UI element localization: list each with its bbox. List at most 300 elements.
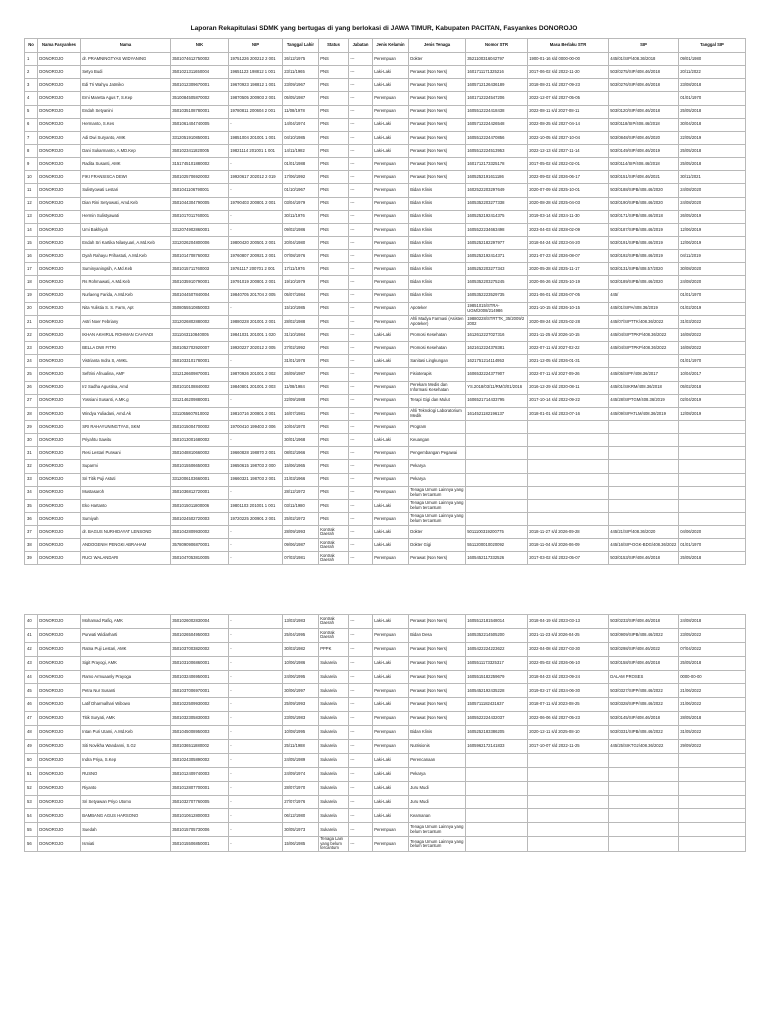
cell-no: 19	[25, 289, 38, 302]
cell-status: Kontrak Daerah	[319, 539, 349, 552]
cell-jabatan: ---	[349, 368, 373, 381]
cell-masa-berlaku-str	[528, 499, 609, 512]
cell-nomor-str: 5011100319200775	[466, 526, 528, 539]
cell-nik: 3312126609870001	[171, 368, 229, 381]
cell-jenis-kelamin: Laki-Laki	[373, 79, 409, 92]
cell-tanggal-lahir: 28/02/1988	[283, 315, 319, 328]
cell-no: 10	[25, 171, 38, 184]
cell-tanggal-lahir: 30/11/1976	[283, 210, 319, 223]
cell-jenis-tenaga: Bidan Klinis	[409, 263, 466, 276]
cell-nik: 3501032305830003	[171, 712, 229, 726]
cell-status: PNS	[319, 394, 349, 407]
cell-nip: 19810716 200801 2 001	[229, 407, 283, 420]
cell-nip: 19841031 201001 1 020	[229, 328, 283, 341]
cell-no: 37	[25, 526, 38, 539]
cell-fasyankes: DONOROJO	[38, 539, 81, 552]
cell-no: 2	[25, 66, 38, 79]
cell-sip: 503/0145/SIP/408.46/2018	[609, 712, 679, 726]
cell-nik: 3510084505870002	[171, 92, 229, 105]
cell-nama: Windya Yuliadani, Amd.Ak	[81, 407, 171, 420]
cell-nama: SRI RAHAYUNINGTYAS, SKM	[81, 420, 171, 433]
table-row	[25, 656, 746, 670]
cell-tanggal-sip: 30/04/2018	[679, 118, 746, 131]
cell-no: 55	[25, 823, 38, 837]
cell-status: Kontrak Daerah	[319, 628, 349, 642]
cell-jabatan: ---	[349, 118, 373, 131]
cell-fasyankes: DONOROJO	[38, 473, 81, 486]
cell-fasyankes: DONOROJO	[38, 512, 81, 525]
table-row	[25, 118, 746, 131]
cell-nip: 19700410 199403 2 006	[229, 420, 283, 433]
cell-jenis-tenaga: Perawat (Non Ners)	[409, 642, 466, 656]
cell-nik: 3311055607810002	[171, 407, 229, 420]
cell-nomor-str: 1505711182431637	[466, 698, 528, 712]
table-row	[25, 302, 746, 315]
cell-sip: 503/0848/SIP/408.46/2020	[609, 131, 679, 144]
cell-jenis-kelamin: Perempuan	[373, 184, 409, 197]
cell-status: PNS	[319, 447, 349, 460]
cell-jabatan: ---	[349, 381, 373, 394]
column-header-no: No	[25, 39, 38, 53]
cell-masa-berlaku-str: 2022-06-06 s/d 2027-05-23	[528, 712, 609, 726]
cell-fasyankes: DONOROJO	[38, 712, 81, 726]
cell-nik: 3501047053810005	[171, 552, 229, 565]
cell-nik: 3501015705730006	[171, 823, 229, 837]
cell-sip	[609, 92, 679, 105]
cell-fasyankes: DONOROJO	[38, 753, 81, 767]
cell-nama: dr. BAGUS NURHIDAYAT LENSOND	[81, 526, 171, 539]
cell-nip: -	[229, 837, 283, 852]
cell-fasyankes: DONOROJO	[38, 460, 81, 473]
cell-tanggal-sip: 09/01/1980	[679, 53, 746, 66]
table-row	[25, 552, 746, 565]
cell-fasyankes: DONOROJO	[38, 105, 81, 118]
cell-no: 31	[25, 447, 38, 460]
cell-fasyankes: DONOROJO	[38, 92, 81, 105]
cell-tanggal-sip: 12/06/2019	[679, 223, 746, 236]
cell-nik: 3501033101780001	[171, 355, 229, 368]
cell-nip: 19651123 198812 1 001	[229, 66, 283, 79]
cell-sip	[609, 473, 679, 486]
cell-jenis-tenaga: Perawat (Non Ners)	[409, 79, 466, 92]
cell-no: 16	[25, 250, 38, 263]
cell-tanggal-sip: 30/11/2021	[679, 171, 746, 184]
cell-tanggal-sip: 04/11/2019	[679, 250, 746, 263]
cell-fasyankes: DONOROJO	[38, 740, 81, 754]
cell-nip: -	[229, 670, 283, 684]
cell-fasyankes: DONOROJO	[38, 381, 81, 394]
cell-tanggal-sip: 01/01/1970	[679, 539, 746, 552]
cell-nip: 19761117 200701 2 001	[229, 263, 283, 276]
cell-tanggal-sip: 31/05/2022	[679, 726, 746, 740]
cell-jenis-kelamin: Perempuan	[373, 236, 409, 249]
cell-no: 29	[25, 420, 38, 433]
cell-nama: Sulistyowati Lestari	[81, 184, 171, 197]
cell-tanggal-lahir: 28/07/1970	[283, 781, 319, 795]
cell-nik: 3501048810660002	[171, 447, 229, 460]
cell-masa-berlaku-str: 2020-07-09 s/d 2025-10-01	[528, 184, 609, 197]
cell-status: Sukarela	[319, 767, 349, 781]
cell-jenis-tenaga: Sanitasi Lingkungan	[409, 355, 466, 368]
cell-tanggal-lahir: 27/02/1992	[283, 342, 319, 355]
cell-jabatan: ---	[349, 236, 373, 249]
cell-no: 26	[25, 381, 38, 394]
cell-nama: Hermin Sulistyawati	[81, 210, 171, 223]
cell-status: PNS	[319, 250, 349, 263]
cell-fasyankes: DONOROJO	[38, 223, 81, 236]
cell-jenis-kelamin: Laki-Laki	[373, 144, 409, 157]
cell-masa-berlaku-str: 2017-03-02 s/d 2022-05-07	[528, 552, 609, 565]
cell-jenis-kelamin: Laki-Laki	[373, 781, 409, 795]
cell-jenis-kelamin: Perempuan	[373, 171, 409, 184]
cell-jenis-tenaga: Perawat (Non Ners)	[409, 131, 466, 144]
cell-jenis-tenaga: Bidan Klinis	[409, 276, 466, 289]
cell-jabatan: ---	[349, 615, 373, 629]
cell-tanggal-sip: 30/08/2020	[679, 263, 746, 276]
cell-no: 56	[25, 837, 38, 852]
cell-no: 7	[25, 131, 38, 144]
cell-nip: -	[229, 628, 283, 642]
cell-sip: DALAM PROSES	[609, 670, 679, 684]
cell-tanggal-sip: 24/08/2020	[679, 276, 746, 289]
cell-tanggal-lahir: 30/05/1973	[283, 823, 319, 837]
cell-nomor-str: 1605452192435228	[466, 684, 528, 698]
cell-tanggal-lahir: 07/03/1981	[283, 552, 319, 565]
cell-nip: 19880228 201001 2 001	[229, 315, 283, 328]
cell-tanggal-lahir: 03/11/1980	[283, 499, 319, 512]
cell-jenis-tenaga: Bidan Desa	[409, 628, 466, 642]
cell-nomor-str: 19851015/STRA-UGM/2008/214986	[466, 302, 528, 315]
cell-jabatan: ---	[349, 263, 373, 276]
cell-nik: 3501013001680002	[171, 434, 229, 447]
cell-jabatan: ---	[349, 539, 373, 552]
cell-nik: 3501026504950003	[171, 628, 229, 642]
cell-nama: Petra Nur Susanti	[81, 684, 171, 698]
cell-fasyankes: DONOROJO	[38, 368, 81, 381]
cell-fasyankes: DONOROJO	[38, 394, 81, 407]
column-header-status: Status	[319, 39, 349, 53]
cell-jenis-kelamin: Perempuan	[373, 460, 409, 473]
table-row	[25, 66, 746, 79]
cell-status: PNS	[319, 263, 349, 276]
cell-nip: 19660828 198870 2 001	[229, 447, 283, 460]
table-row	[25, 79, 746, 92]
cell-tanggal-lahir: 30/06/1997	[283, 684, 319, 698]
cell-nip: -	[229, 615, 283, 629]
cell-nomor-str: 1605252192414375	[466, 210, 528, 223]
cell-nip: -	[229, 642, 283, 656]
cell-no: 32	[25, 460, 38, 473]
cell-fasyankes: DONOROJO	[38, 197, 81, 210]
cell-jenis-kelamin: Laki-Laki	[373, 66, 409, 79]
cell-status: Sukarela	[319, 698, 349, 712]
cell-masa-berlaku-str: 2016-12-29 s/d 2020-08-11	[528, 381, 609, 394]
cell-tanggal-sip: 25/05/2018	[679, 656, 746, 670]
cell-fasyankes: DONOROJO	[38, 118, 81, 131]
cell-jenis-kelamin: Laki-Laki	[373, 131, 409, 144]
cell-masa-berlaku-str: 2020-12-11 s/d 2025-08-10	[528, 726, 609, 740]
cell-masa-berlaku-str: 2018-04-23 s/d 2023-09-24	[528, 670, 609, 684]
cell-no: 47	[25, 712, 38, 726]
sdmk-table-page-2	[24, 614, 746, 852]
cell-no: 35	[25, 499, 38, 512]
cell-tanggal-lahir: 05/07/1984	[283, 289, 319, 302]
cell-nip: -	[229, 210, 283, 223]
cell-tanggal-lahir: 03/04/1979	[283, 197, 319, 210]
cell-masa-berlaku-str: 2019-03-14 s/d 2024-11-30	[528, 210, 609, 223]
cell-nomor-str	[466, 823, 528, 837]
cell-jabatan: ---	[349, 342, 373, 355]
cell-nip: -	[229, 781, 283, 795]
cell-status: Sukarela	[319, 726, 349, 740]
cell-tanggal-sip: 23/05/2022	[679, 628, 746, 642]
cell-nip: 19780811 200604 2 001	[229, 105, 283, 118]
cell-nip: -	[229, 740, 283, 754]
cell-sip	[609, 767, 679, 781]
cell-tanggal-lahir: 24/05/1989	[283, 753, 319, 767]
cell-status: Kontrak Daerah	[319, 615, 349, 629]
cell-tanggal-lahir: 17/06/1992	[283, 171, 319, 184]
cell-jenis-tenaga: Perawat (Non Ners)	[409, 118, 466, 131]
cell-tanggal-sip: 10/04/2017	[679, 368, 746, 381]
cell-sip: 503/0190/SIPB/408.46/2020	[609, 197, 679, 210]
cell-tanggal-sip: 22/05/2019	[679, 131, 746, 144]
cell-tanggal-sip	[679, 499, 746, 512]
cell-nomor-str: 1605512224513953	[466, 144, 528, 157]
cell-status: PNS	[319, 236, 349, 249]
cell-fasyankes: DONOROJO	[38, 53, 81, 66]
cell-nama: Suminyaningsih, A.Md.Keb	[81, 263, 171, 276]
cell-nip: 19801103 201001 1 001	[229, 499, 283, 512]
cell-nama: Edi Tri Wahyu Jatmiko	[81, 79, 171, 92]
cell-masa-berlaku-str: 2017-06-02 s/d 2022-11-20	[528, 66, 609, 79]
cell-sip: 503/0114/SIP/408.46/2018	[609, 158, 679, 171]
cell-tanggal-lahir: 10/06/1986	[283, 656, 319, 670]
cell-nama: Yossiani Susanti, A.MK.g	[81, 394, 171, 407]
cell-no: 38	[25, 539, 38, 552]
cell-nik: 3501044507840004	[171, 289, 229, 302]
cell-sip	[609, 753, 679, 767]
cell-masa-berlaku-str: 2018-01-01 s/d 2023-07-16	[528, 407, 609, 420]
cell-nomor-str: 1605352214505200	[466, 628, 528, 642]
cell-nik: 3501037003820002	[171, 642, 229, 656]
cell-nip: 19920617 202012 2 019	[229, 171, 283, 184]
cell-masa-berlaku-str	[528, 795, 609, 809]
table-row	[25, 171, 746, 184]
cell-jenis-kelamin: Laki-Laki	[373, 753, 409, 767]
table-body-page-2	[25, 615, 746, 852]
cell-tanggal-lahir: 05/05/1987	[283, 92, 319, 105]
cell-nik: 3312026204800006	[171, 236, 229, 249]
cell-no: 46	[25, 698, 38, 712]
cell-nomor-str: 1605712126436189	[466, 79, 528, 92]
cell-sip: 503/0298/SIP/408.46/2022	[609, 642, 679, 656]
cell-fasyankes: DONOROJO	[38, 144, 81, 157]
table-row	[25, 434, 746, 447]
cell-tanggal-lahir: 10/08/1995	[283, 726, 319, 740]
cell-nomor-str	[466, 499, 528, 512]
cell-status: Sukarela	[319, 795, 349, 809]
cell-tanggal-lahir: 15/10/1985	[283, 302, 319, 315]
cell-fasyankes: DONOROJO	[38, 434, 81, 447]
cell-nama: Nita Yulistia S. S. Farm, Apt	[81, 302, 171, 315]
cell-jabatan: ---	[349, 698, 373, 712]
column-header-tanggal-lahir: Tanggal Lahir	[283, 39, 319, 53]
cell-jabatan: ---	[349, 223, 373, 236]
cell-sip: 503/0151/SIP/408.46/2021	[609, 171, 679, 184]
table-row	[25, 289, 746, 302]
cell-sip: 503/0120/SIP/408.46/2018	[609, 105, 679, 118]
cell-nama: Siti Novikha Wandanni, S.Gz	[81, 740, 171, 754]
cell-nomor-str: 1612612227027316	[466, 328, 528, 341]
cell-no: 39	[25, 552, 38, 565]
cell-nomor-str: 1605962172141833	[466, 740, 528, 754]
cell-nama: Nurlaeng Farida, A.Md.Keb	[81, 289, 171, 302]
cell-status: PNS	[319, 420, 349, 433]
cell-jenis-tenaga: Perawat (Non Ners)	[409, 158, 466, 171]
cell-tanggal-sip: 01/02/2019	[679, 302, 746, 315]
cell-jenis-kelamin: Perempuan	[373, 552, 409, 565]
cell-masa-berlaku-str: 2022-07-11 s/d 2027-02-22	[528, 342, 609, 355]
cell-nik: 3501044304790005	[171, 197, 229, 210]
cell-jenis-kelamin: Perempuan	[373, 447, 409, 460]
cell-jenis-tenaga: Apoteker	[409, 302, 466, 315]
cell-masa-berlaku-str	[528, 823, 609, 837]
cell-sip: 445/21/SIP/408.36/2020	[609, 526, 679, 539]
cell-masa-berlaku-str: 2022-08-25 s/d 2027-04-14	[528, 118, 609, 131]
cell-no: 30	[25, 434, 38, 447]
cell-jabatan: ---	[349, 197, 373, 210]
table-row	[25, 698, 746, 712]
cell-nik: 3501023411820005	[171, 144, 229, 157]
cell-no: 15	[25, 236, 38, 249]
cell-jenis-kelamin: Laki-Laki	[373, 355, 409, 368]
cell-jabatan: ---	[349, 628, 373, 642]
cell-nik: 3501045008950003	[171, 726, 229, 740]
cell-nip: -	[229, 486, 283, 499]
cell-jabatan: ---	[349, 526, 373, 539]
cell-masa-berlaku-str: 2022-09-02 s/d 2026-06-17	[528, 171, 609, 184]
cell-tanggal-sip	[679, 434, 746, 447]
cell-jenis-tenaga: Keamanan	[409, 809, 466, 823]
cell-jabatan: ---	[349, 144, 373, 157]
cell-no: 45	[25, 684, 38, 698]
cell-jenis-kelamin: Perempuan	[373, 726, 409, 740]
cell-jenis-kelamin: Perempuan	[373, 420, 409, 433]
table-row	[25, 342, 746, 355]
cell-nik: 3501012309670001	[171, 79, 229, 92]
cell-sip	[609, 499, 679, 512]
cell-fasyankes: DONOROJO	[38, 276, 81, 289]
cell-jenis-tenaga: Ahli Teknologi Laboratorium Medik	[409, 407, 466, 420]
cell-nomor-str: 1621751214114953	[466, 355, 528, 368]
cell-jenis-kelamin: Perempuan	[373, 486, 409, 499]
cell-tanggal-lahir: 31/10/1984	[283, 328, 319, 341]
cell-jabatan: ---	[349, 355, 373, 368]
cell-jenis-tenaga: Perawat (Non Ners)	[409, 615, 466, 629]
cell-nomor-str	[466, 434, 528, 447]
cell-status: PNS	[319, 66, 349, 79]
cell-jabatan: ---	[349, 753, 373, 767]
cell-nomor-str: 1605352203275245	[466, 276, 528, 289]
cell-status: PNS	[319, 315, 349, 328]
cell-nik: 3312146209880001	[171, 394, 229, 407]
cell-jabatan: ---	[349, 712, 373, 726]
cell-tanggal-sip: 31/03/2022	[679, 315, 746, 328]
cell-fasyankes: DONOROJO	[38, 767, 81, 781]
cell-masa-berlaku-str	[528, 767, 609, 781]
cell-tanggal-lahir: 25/02/1972	[283, 512, 319, 525]
cell-jenis-tenaga: Pengembangan Pegawai	[409, 447, 466, 460]
cell-sip: 503/0909/SIPB/408.46/2022	[609, 628, 679, 642]
cell-jabatan: ---	[349, 781, 373, 795]
column-header-nomor-str: Nomor STR	[466, 39, 528, 53]
cell-tanggal-lahir: 01/01/1988	[283, 158, 319, 171]
cell-tanggal-sip	[679, 512, 746, 525]
cell-no: 34	[25, 486, 38, 499]
cell-nik: 3151745101880002	[171, 158, 229, 171]
cell-nama: Ismiati	[81, 837, 171, 852]
cell-no: 22	[25, 328, 38, 341]
cell-jenis-kelamin: Laki-Laki	[373, 118, 409, 131]
cell-nip: 19870926 201001 2 002	[229, 368, 283, 381]
table-row	[25, 394, 746, 407]
cell-jabatan: ---	[349, 105, 373, 118]
cell-status: Sukarela	[319, 656, 349, 670]
cell-sip: 445/16/SIP-DGK-BDG/408.36/2022	[609, 539, 679, 552]
cell-sip	[609, 781, 679, 795]
cell-nama: FIKI FRANSISCA DEWI	[81, 171, 171, 184]
table-row	[25, 837, 746, 852]
cell-jenis-tenaga: Perawat (Non Ners)	[409, 66, 466, 79]
cell-jenis-kelamin: Perempuan	[373, 368, 409, 381]
cell-nik: 3501021311650004	[171, 66, 229, 79]
cell-status: Sukarela	[319, 753, 349, 767]
cell-tanggal-lahir: 14/11/1982	[283, 144, 319, 157]
cell-jenis-tenaga: Pekarya	[409, 767, 466, 781]
cell-jabatan: ---	[349, 670, 373, 684]
cell-tanggal-lahir: 10/04/1970	[283, 420, 319, 433]
cell-status: PNS	[319, 512, 349, 525]
cell-tanggal-lahir: 11/08/1978	[283, 105, 319, 118]
cell-sip	[609, 460, 679, 473]
cell-masa-berlaku-str	[528, 460, 609, 473]
cell-status: PNS	[319, 53, 349, 66]
cell-tanggal-sip: 16/08/2022	[679, 342, 746, 355]
cell-nip: -	[229, 118, 283, 131]
cell-nik: 3312026802880002	[171, 315, 229, 328]
table-row	[25, 726, 746, 740]
cell-tanggal-lahir: 07/08/1976	[283, 250, 319, 263]
cell-masa-berlaku-str: 2021-07-23 s/d 2026-08-07	[528, 250, 609, 263]
table-row	[25, 184, 746, 197]
cell-status: PNS	[319, 473, 349, 486]
cell-nomor-str: 1605512181548014	[466, 615, 528, 629]
cell-tanggal-lahir: 30/01/1968	[283, 434, 319, 447]
cell-jenis-tenaga: Keuangan	[409, 434, 466, 447]
cell-jenis-kelamin: Perempuan	[373, 92, 409, 105]
table-row	[25, 328, 746, 341]
cell-masa-berlaku-str: 2022-05-02 s/d 2026-06-10	[528, 656, 609, 670]
cell-fasyankes: DONOROJO	[38, 837, 81, 852]
cell-fasyankes: DONOROJO	[38, 552, 81, 565]
cell-sip: 445/28/SIPTGM/408.36/2019	[609, 394, 679, 407]
cell-status: PNS	[319, 276, 349, 289]
cell-tanggal-sip: 12/06/2019	[679, 236, 746, 249]
table-row	[25, 795, 746, 809]
cell-status: PNS	[319, 355, 349, 368]
cell-nomor-str: 1605512224470856	[466, 131, 528, 144]
